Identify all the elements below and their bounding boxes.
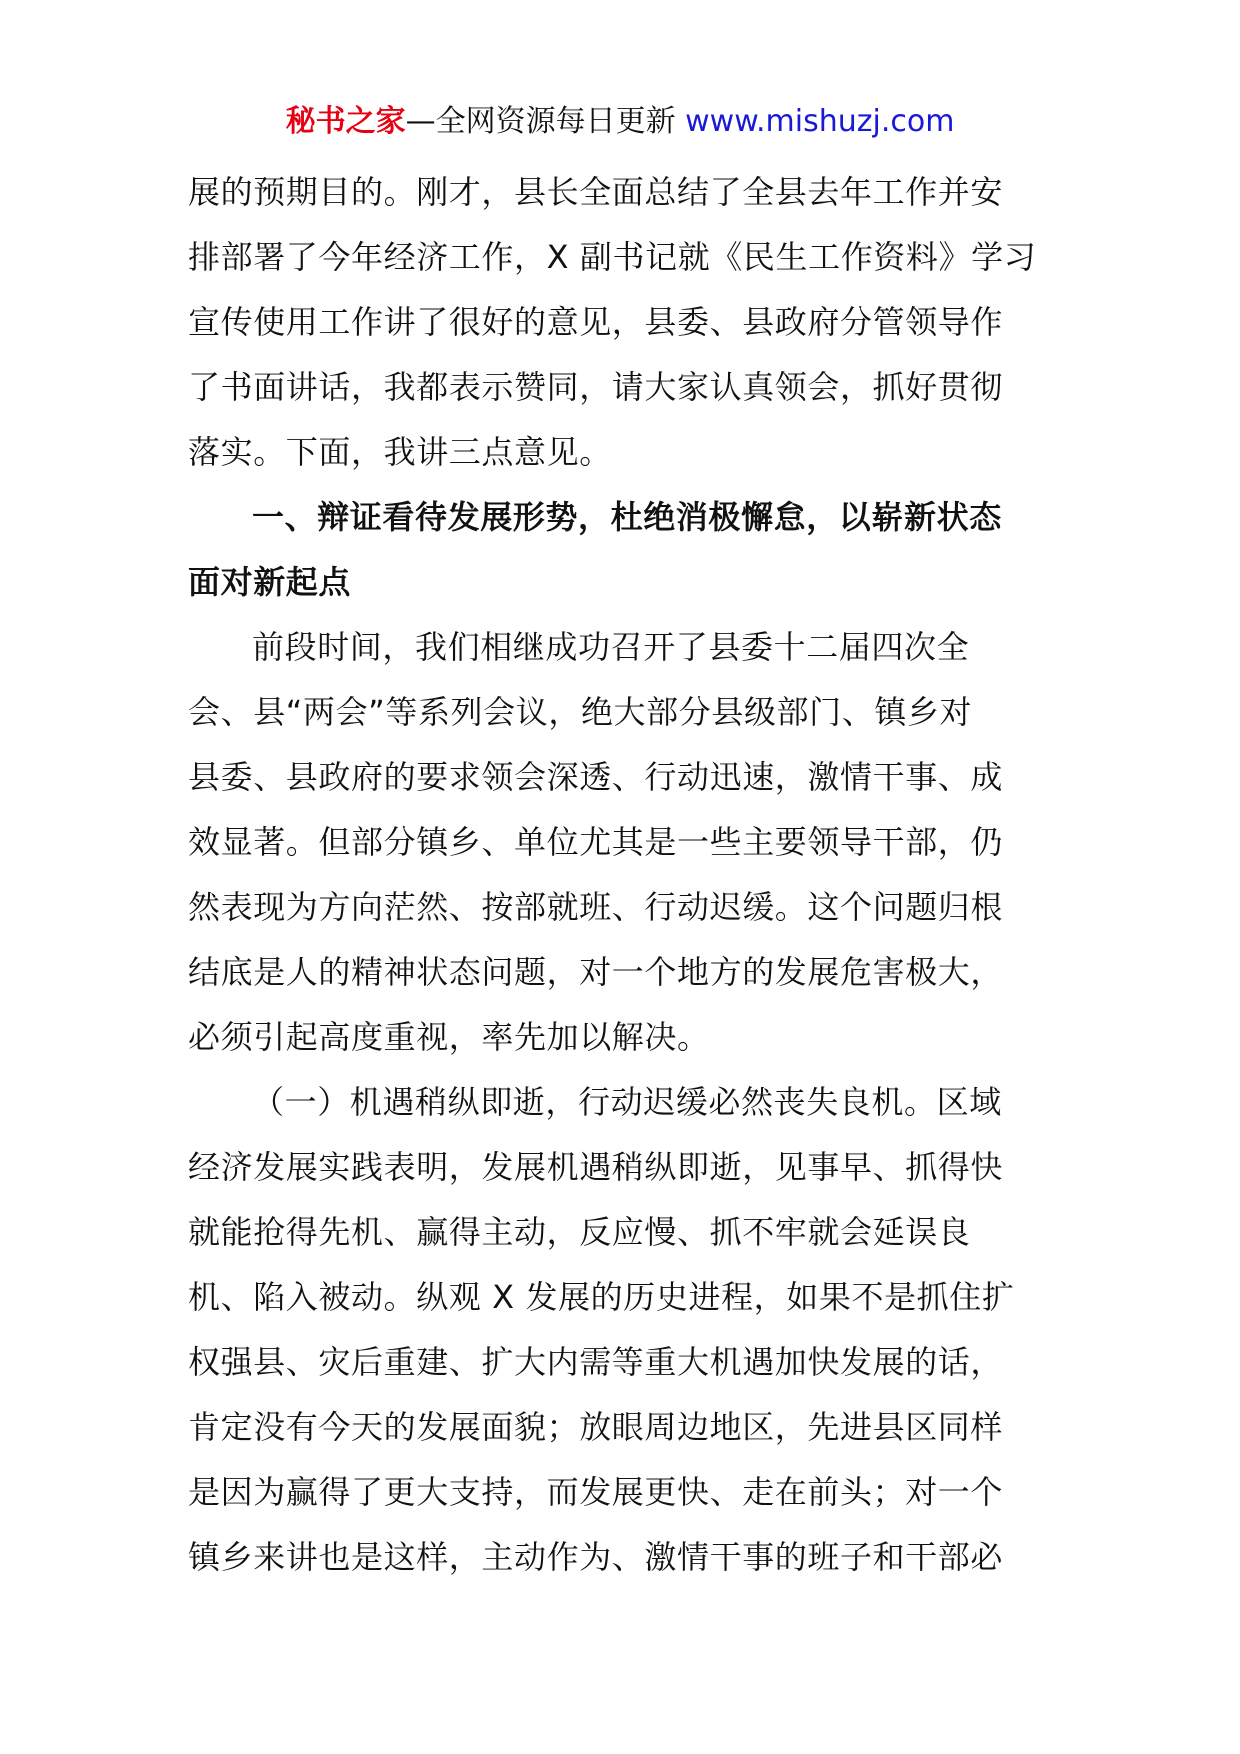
- paragraph-line: 县委、县政府的要求领会深透、行动迅速，激情干事、成: [188, 758, 1004, 796]
- paragraph-line: 经济发展实践表明，发展机遇稍纵即逝，见事早、抓得快: [188, 1148, 1004, 1186]
- paragraph-line: 结底是人的精神状态问题，对一个地方的发展危害极大，: [188, 953, 1004, 991]
- document-body: [188, 160, 1056, 1590]
- paragraph-line: 排部署了今年经济工作，X 副书记就《民生工作资料》学习: [188, 238, 1037, 276]
- paragraph-line: 落实。下面，我讲三点意见。: [188, 433, 612, 471]
- paragraph-line: 是因为赢得了更大支持，而发展更快、走在前头；对一个: [188, 1473, 1004, 1511]
- paragraph-line: 展的预期目的。刚才，县长全面总结了全县去年工作并安: [188, 173, 1004, 211]
- header-slogan: —全网资源每日更新: [405, 104, 686, 139]
- section-heading: 面对新起点: [188, 563, 352, 601]
- paragraph-line: 机、陷入被动。纵观 X 发展的历史进程，如果不是抓住扩: [188, 1278, 1015, 1316]
- paragraph-line: 了书面讲话，我都表示赞同，请大家认真领会，抓好贯彻: [188, 368, 1004, 406]
- paragraph-line: 必须引起高度重视，率先加以解决。: [188, 1018, 710, 1056]
- paragraph-line: 然表现为方向茫然、按部就班、行动迟缓。这个问题归根: [188, 888, 1004, 926]
- paragraph-line: 前段时间，我们相继成功召开了县委十二届四次全: [252, 628, 970, 666]
- subsection-line: （一）机遇稍纵即逝，行动迟缓必然丧失良机。区域: [252, 1083, 1002, 1121]
- paragraph-line: 就能抢得先机、赢得主动，反应慢、抓不牢就会延误良: [188, 1213, 971, 1251]
- header-url[interactable]: www.mishuzj.com: [685, 104, 955, 139]
- paragraph-line: 肯定没有今天的发展面貌；放眼周边地区，先进县区同样: [188, 1408, 1004, 1446]
- watermark-header: [0, 100, 1240, 144]
- section-heading: 一、辩证看待发展形势，杜绝消极懈怠，以崭新状态: [252, 498, 1002, 536]
- paragraph-line: 会、县“两会”等系列会议，绝大部分县级部门、镇乡对: [188, 693, 973, 731]
- paragraph-line: 权强县、灾后重建、扩大内需等重大机遇加快发展的话，: [188, 1343, 1004, 1381]
- brand-name: 秘书之家: [285, 104, 406, 139]
- paragraph-line: 效显著。但部分镇乡、单位尤其是一些主要领导干部，仍: [188, 823, 1004, 861]
- paragraph-line: 宣传使用工作讲了很好的意见，县委、县政府分管领导作: [188, 303, 1004, 341]
- paragraph-line: 镇乡来讲也是这样，主动作为、激情干事的班子和干部必: [188, 1538, 1004, 1576]
